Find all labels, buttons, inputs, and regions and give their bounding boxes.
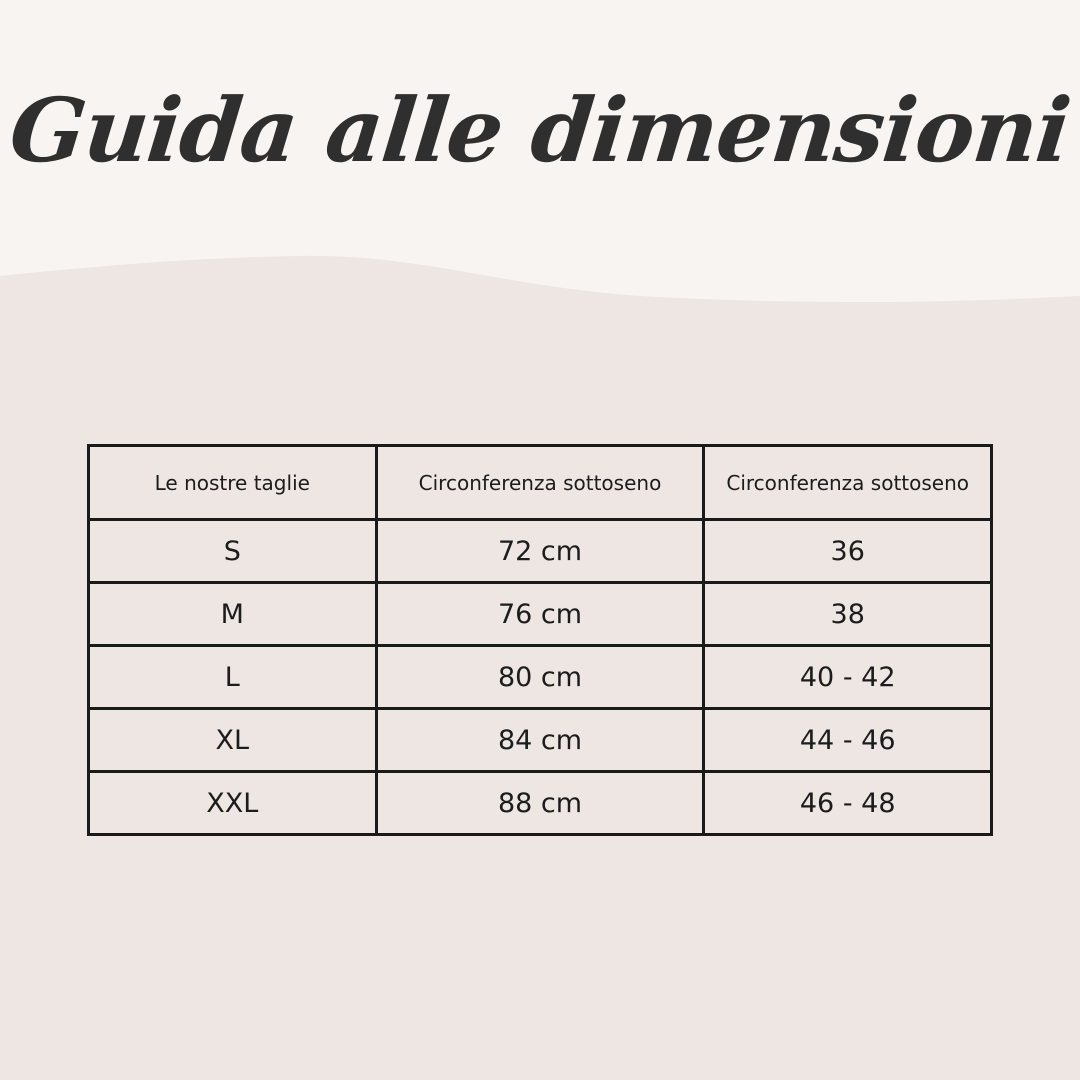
size-cell: S <box>89 520 377 583</box>
underbust-size-cell: 40 - 42 <box>704 646 992 709</box>
size-table <box>87 444 993 836</box>
header-underbust-cm: Circonferenza sottoseno <box>376 446 704 520</box>
size-cell: XL <box>89 709 377 772</box>
table-header-row <box>89 446 992 520</box>
underbust-cm-cell: 84 cm <box>376 709 704 772</box>
underbust-size-cell: 38 <box>704 583 992 646</box>
size-cell: XXL <box>89 772 377 835</box>
underbust-size-cell: 44 - 46 <box>704 709 992 772</box>
underbust-cm-cell: 76 cm <box>376 583 704 646</box>
table-row <box>89 646 992 709</box>
header-underbust-size: Circonferenza sottoseno <box>704 446 992 520</box>
table-row <box>89 709 992 772</box>
table-row <box>89 520 992 583</box>
size-cell: L <box>89 646 377 709</box>
page-title: Guida alle dimensioni <box>5 78 1075 182</box>
header-sizes: Le nostre taglie <box>89 446 377 520</box>
size-cell: M <box>89 583 377 646</box>
underbust-cm-cell: 80 cm <box>376 646 704 709</box>
underbust-cm-cell: 88 cm <box>376 772 704 835</box>
table-row <box>89 772 992 835</box>
table-row <box>89 583 992 646</box>
underbust-size-cell: 36 <box>704 520 992 583</box>
underbust-cm-cell: 72 cm <box>376 520 704 583</box>
underbust-size-cell: 46 - 48 <box>704 772 992 835</box>
